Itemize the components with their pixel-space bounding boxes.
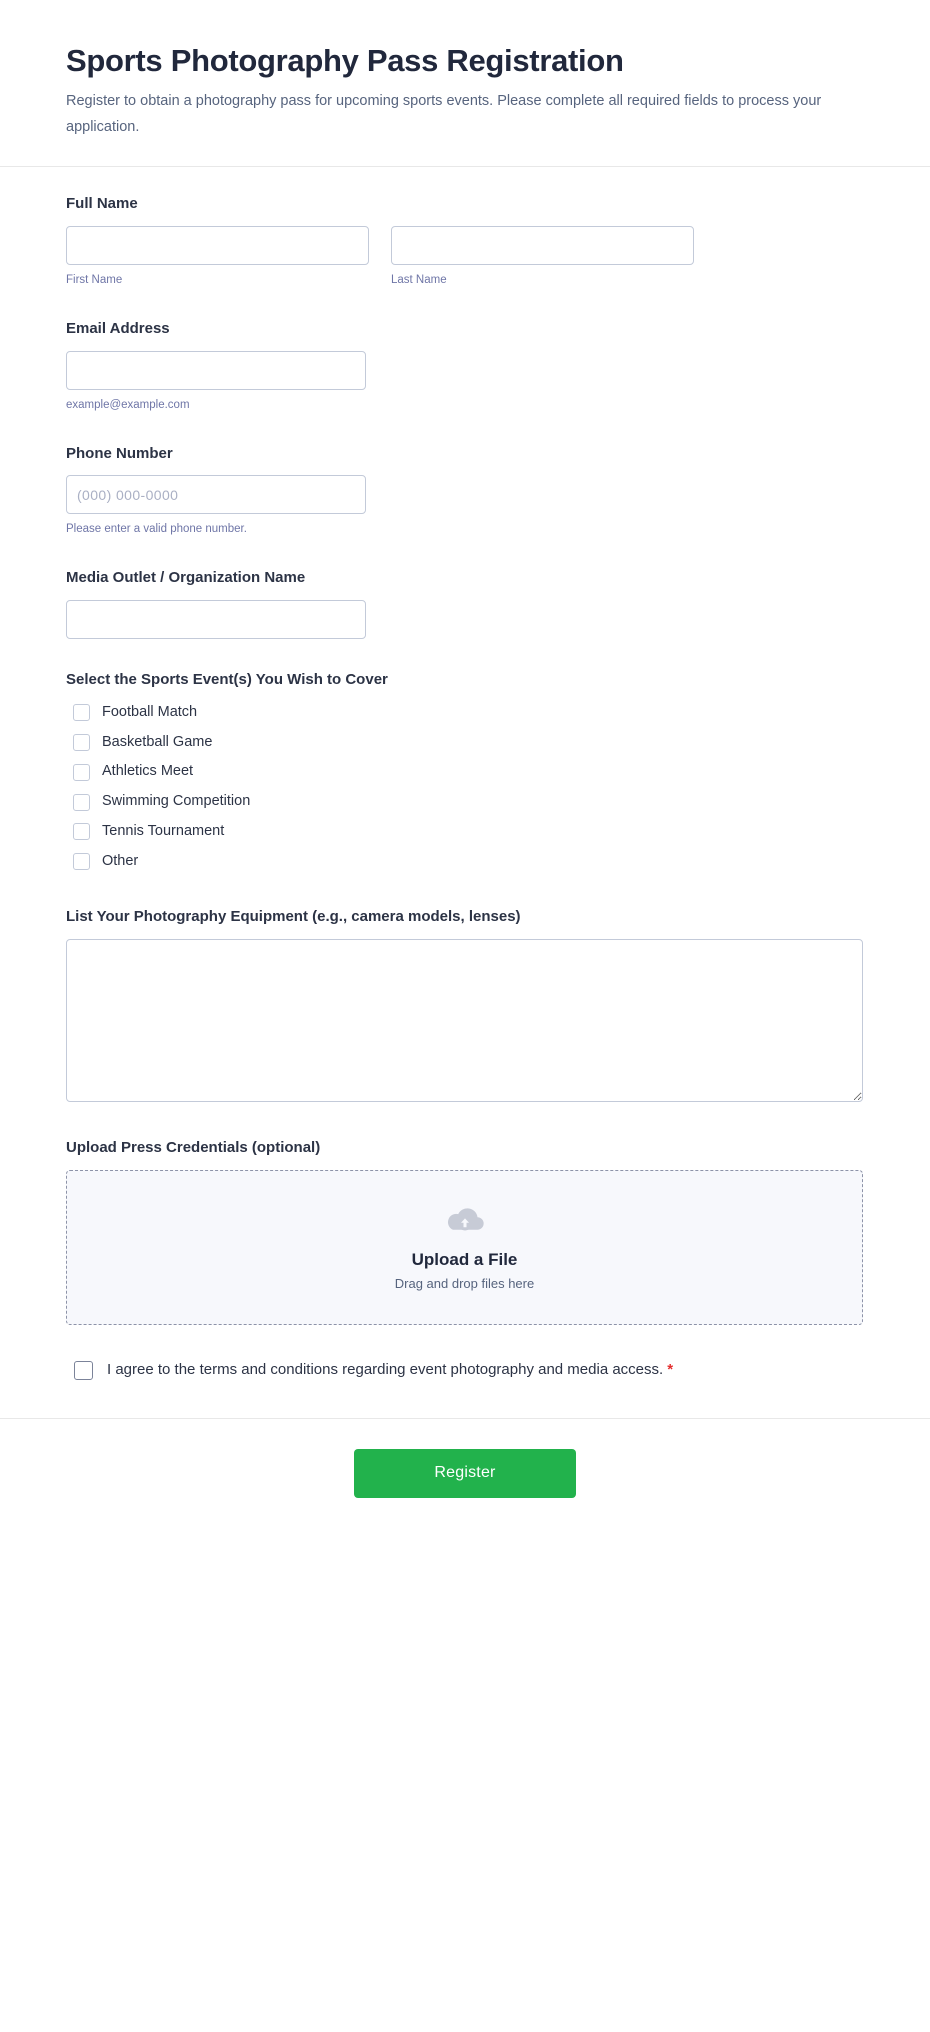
field-events bbox=[66, 669, 864, 872]
event-checkbox-other[interactable] bbox=[73, 853, 90, 870]
register-button[interactable]: Register bbox=[354, 1449, 576, 1498]
field-email bbox=[66, 318, 864, 413]
terms-checkbox[interactable] bbox=[74, 1361, 93, 1380]
full-name-row bbox=[66, 226, 864, 288]
upload-cloud-icon bbox=[444, 1204, 486, 1241]
event-checkbox-basketball[interactable] bbox=[73, 734, 90, 751]
first-name-input[interactable] bbox=[66, 226, 369, 265]
checkbox-item[interactable] bbox=[66, 791, 864, 813]
phone-sublabel: Please enter a valid phone number. bbox=[66, 523, 247, 536]
organization-label: Media Outlet / Organization Name bbox=[66, 569, 306, 587]
event-checkbox-athletics[interactable] bbox=[73, 764, 90, 781]
event-checkbox-football[interactable] bbox=[73, 704, 90, 721]
events-checkbox-group bbox=[66, 702, 864, 873]
events-label: Select the Sports Event(s) You Wish to Cover bbox=[66, 671, 388, 689]
checkbox-label: Football Match bbox=[102, 703, 198, 720]
upload-label: Upload Press Credentials (optional) bbox=[66, 1139, 321, 1157]
last-name-group bbox=[391, 226, 694, 288]
checkbox-label: Swimming Competition bbox=[102, 793, 251, 810]
checkbox-label: Athletics Meet bbox=[102, 763, 194, 780]
checkbox-item[interactable] bbox=[66, 732, 864, 754]
last-name-sublabel: Last Name bbox=[391, 273, 447, 286]
terms-text-wrapper bbox=[107, 1359, 673, 1382]
page-subtitle: Register to obtain a photography pass for upcoming sports events. Please complete all required fields to process your application. bbox=[66, 93, 822, 135]
first-name-group bbox=[66, 226, 369, 288]
form-body bbox=[0, 167, 930, 1382]
checkbox-item[interactable] bbox=[66, 761, 864, 783]
upload-hint: Drag and drop files here bbox=[394, 1275, 535, 1291]
form-footer bbox=[0, 1418, 930, 1538]
field-upload bbox=[66, 1137, 864, 1325]
terms-label: I agree to the terms and conditions regarding event photography and media access. bbox=[107, 1360, 664, 1378]
checkbox-label: Tennis Tournament bbox=[102, 822, 225, 839]
event-checkbox-tennis[interactable] bbox=[73, 823, 90, 840]
phone-input[interactable] bbox=[66, 475, 366, 514]
checkbox-label: Other bbox=[102, 852, 139, 869]
event-checkbox-swimming[interactable] bbox=[73, 794, 90, 811]
email-label: Email Address bbox=[66, 319, 170, 337]
required-indicator: * bbox=[667, 1360, 674, 1378]
form-header bbox=[0, 0, 930, 167]
email-sublabel: example@example.com bbox=[66, 398, 190, 411]
checkbox-item[interactable] bbox=[66, 702, 864, 724]
file-upload-dropzone[interactable] bbox=[66, 1170, 863, 1325]
organization-input[interactable] bbox=[66, 600, 366, 639]
first-name-sublabel: First Name bbox=[66, 273, 123, 286]
field-equipment bbox=[66, 906, 864, 1107]
field-full-name bbox=[66, 193, 864, 288]
email-input[interactable] bbox=[66, 351, 366, 390]
terms-agreement-row[interactable] bbox=[66, 1359, 864, 1382]
field-organization bbox=[66, 567, 864, 639]
last-name-input[interactable] bbox=[391, 226, 694, 265]
field-phone bbox=[66, 443, 864, 538]
checkbox-item[interactable] bbox=[66, 821, 864, 843]
equipment-label: List Your Photography Equipment (e.g., camera models, lenses) bbox=[66, 908, 521, 926]
checkbox-item[interactable] bbox=[66, 851, 864, 873]
page-title: Sports Photography Pass Registration bbox=[66, 43, 624, 78]
checkbox-label: Basketball Game bbox=[102, 733, 213, 750]
phone-label: Phone Number bbox=[66, 444, 173, 462]
upload-title: Upload a File bbox=[411, 1249, 518, 1269]
full-name-label: Full Name bbox=[66, 194, 138, 212]
equipment-textarea[interactable] bbox=[66, 939, 863, 1102]
